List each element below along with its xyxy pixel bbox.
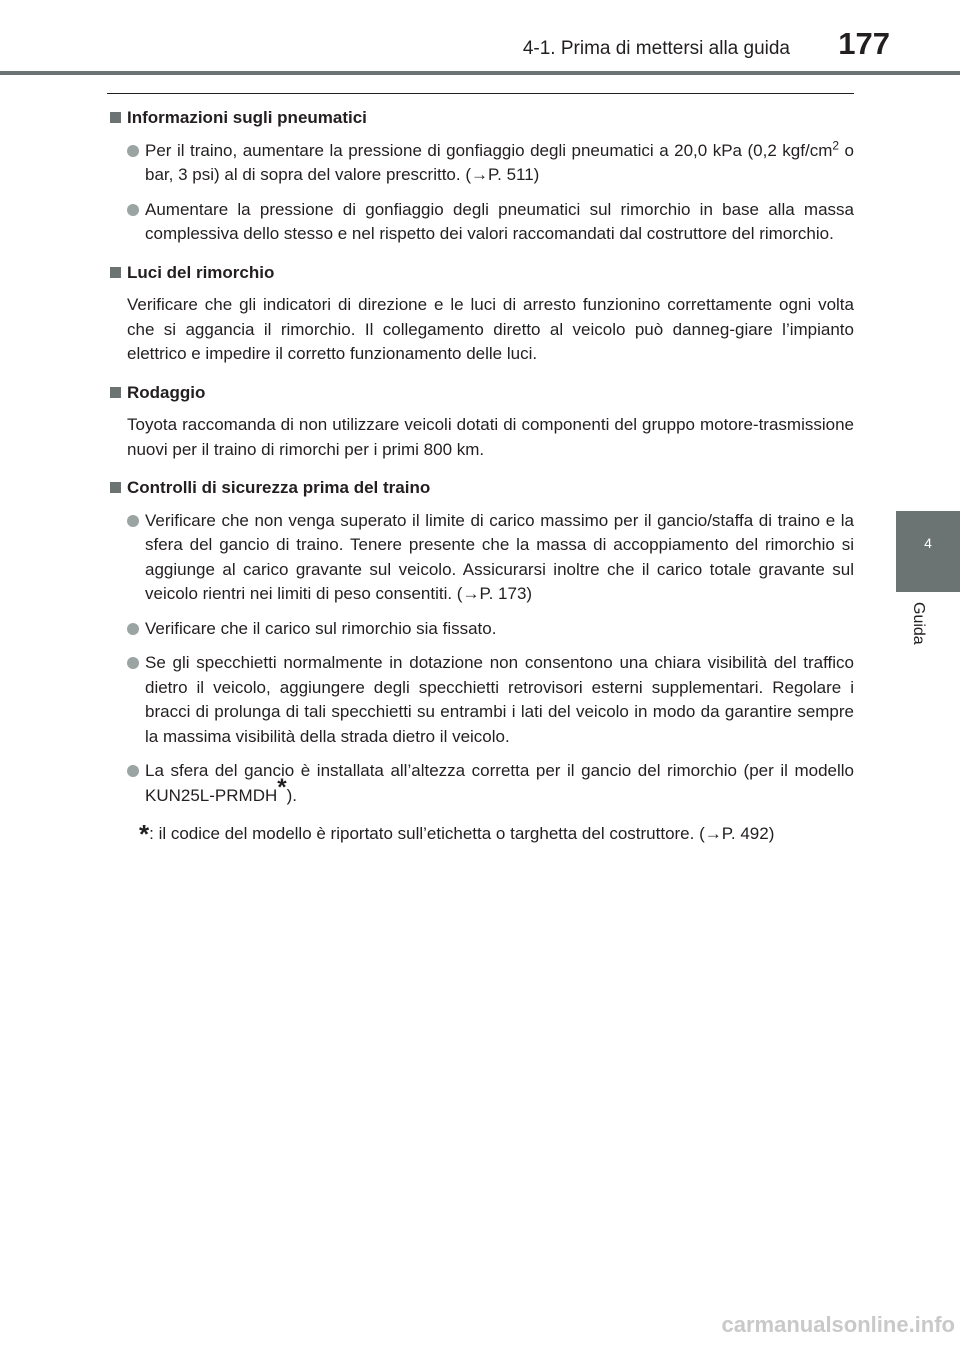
superscript: 2 <box>832 137 840 152</box>
section-breakin <box>107 381 854 463</box>
round-bullet-icon <box>127 765 139 777</box>
section-heading <box>107 476 854 501</box>
heading-text: Rodaggio <box>127 382 206 402</box>
footnote-marker: * <box>139 819 150 849</box>
bullet-item <box>107 759 854 808</box>
section-safety <box>107 476 854 847</box>
bullet-text: Verificare che non venga superato il limite di carico massimo per il gancio/staffa di traino e la sfera del gancio di traino. Tenere presente che la massa di accoppiamento del rimorchio si aggiunge al carico gravante sul veicolo. Assicurarsi inoltre che il carico totale gravante sul veicolo rientri nei limiti di peso consentiti. (→P. 173) <box>145 510 854 603</box>
section-heading <box>107 381 854 406</box>
chapter-tab[interactable] <box>896 511 960 592</box>
round-bullet-icon <box>127 204 139 216</box>
paragraph: Verificare che gli indicatori di direzione e le luci di arresto funzionino correttamente ogni volta che si aggancia il rimorchio. Il collegamento diretto al veicolo può danneg-giare l’impianto elettrico e impedire il corretto funzionamento delle luci. <box>127 295 854 363</box>
footnote-text: : il codice del modello è riportato sull’etichetta o targhetta del costruttore. (→P. 492) <box>149 824 775 843</box>
square-bullet-icon <box>110 112 121 123</box>
header-rule <box>0 71 960 75</box>
section-heading <box>107 106 854 131</box>
square-bullet-icon <box>110 482 121 493</box>
round-bullet-icon <box>127 623 139 635</box>
bullet-text: La sfera del gancio è installata all’altezza corretta per il gancio del rimorchio (per il modello KUN25L-PRMDH <box>145 761 854 805</box>
bullet-text: Aumentare la pressione di gonfiaggio degli pneumatici sul rimorchio in base alla massa complessiva dello stesso e nel rispetto dei valori raccomandati dal costruttore del rimorchio. <box>145 199 854 243</box>
chapter-number: 4 <box>924 535 932 551</box>
round-bullet-icon <box>127 145 139 157</box>
paragraph: Toyota raccomanda di non utilizzare veicoli dotati di componenti del gruppo motore-trasmissione nuovi per il traino di rimorchi per i primi 800 km. <box>127 415 854 459</box>
chapter-label: Guida <box>910 602 927 645</box>
bullet-item <box>107 509 854 607</box>
round-bullet-icon <box>127 515 139 527</box>
bullet-text: Per il traino, aumentare la pressione di gonfiaggio degli pneumatici a 20,0 kPa (0,2 kgf/cm <box>145 140 833 160</box>
bullet-item <box>107 617 854 642</box>
footnote-marker: * <box>277 773 287 801</box>
section-tires <box>107 106 854 247</box>
footnote <box>107 818 854 847</box>
bullet-text: Se gli specchietti normalmente in dotazione non consentono una chiara visibilità del traffico dietro il veicolo, aggiungere degli specchietti retrovisori esterni supplementari. Regolare i bracci di prolunga di tali specchietti su entrambi i lati del veicolo in modo da garantire sempre la massima visibilità della strada dietro il veicolo. <box>145 653 854 746</box>
watermark: carmanualsonline.info <box>721 1312 955 1337</box>
section-lights <box>107 261 854 367</box>
round-bullet-icon <box>127 657 139 669</box>
top-rule <box>107 93 854 94</box>
heading-text: Luci del rimorchio <box>127 262 275 282</box>
section-heading <box>107 261 854 286</box>
heading-text: Controlli di sicurezza prima del traino <box>127 478 431 497</box>
square-bullet-icon <box>110 387 121 398</box>
bullet-text: Verificare che il carico sul rimorchio sia fissato. <box>145 618 497 638</box>
bullet-text: ). <box>286 785 297 805</box>
header-section-title: 4-1. Prima di mettersi alla guida <box>522 38 790 59</box>
page-number: 177 <box>838 26 890 61</box>
page-content <box>107 106 854 861</box>
bullet-item <box>107 139 854 188</box>
bullet-text: o bar, 3 psi) al di sopra del valore prescritto. (→P. 511) <box>145 140 854 184</box>
bullet-item <box>107 651 854 749</box>
bullet-item <box>107 198 854 247</box>
square-bullet-icon <box>110 267 121 278</box>
heading-text: Informazioni sugli pneumatici <box>127 108 367 127</box>
